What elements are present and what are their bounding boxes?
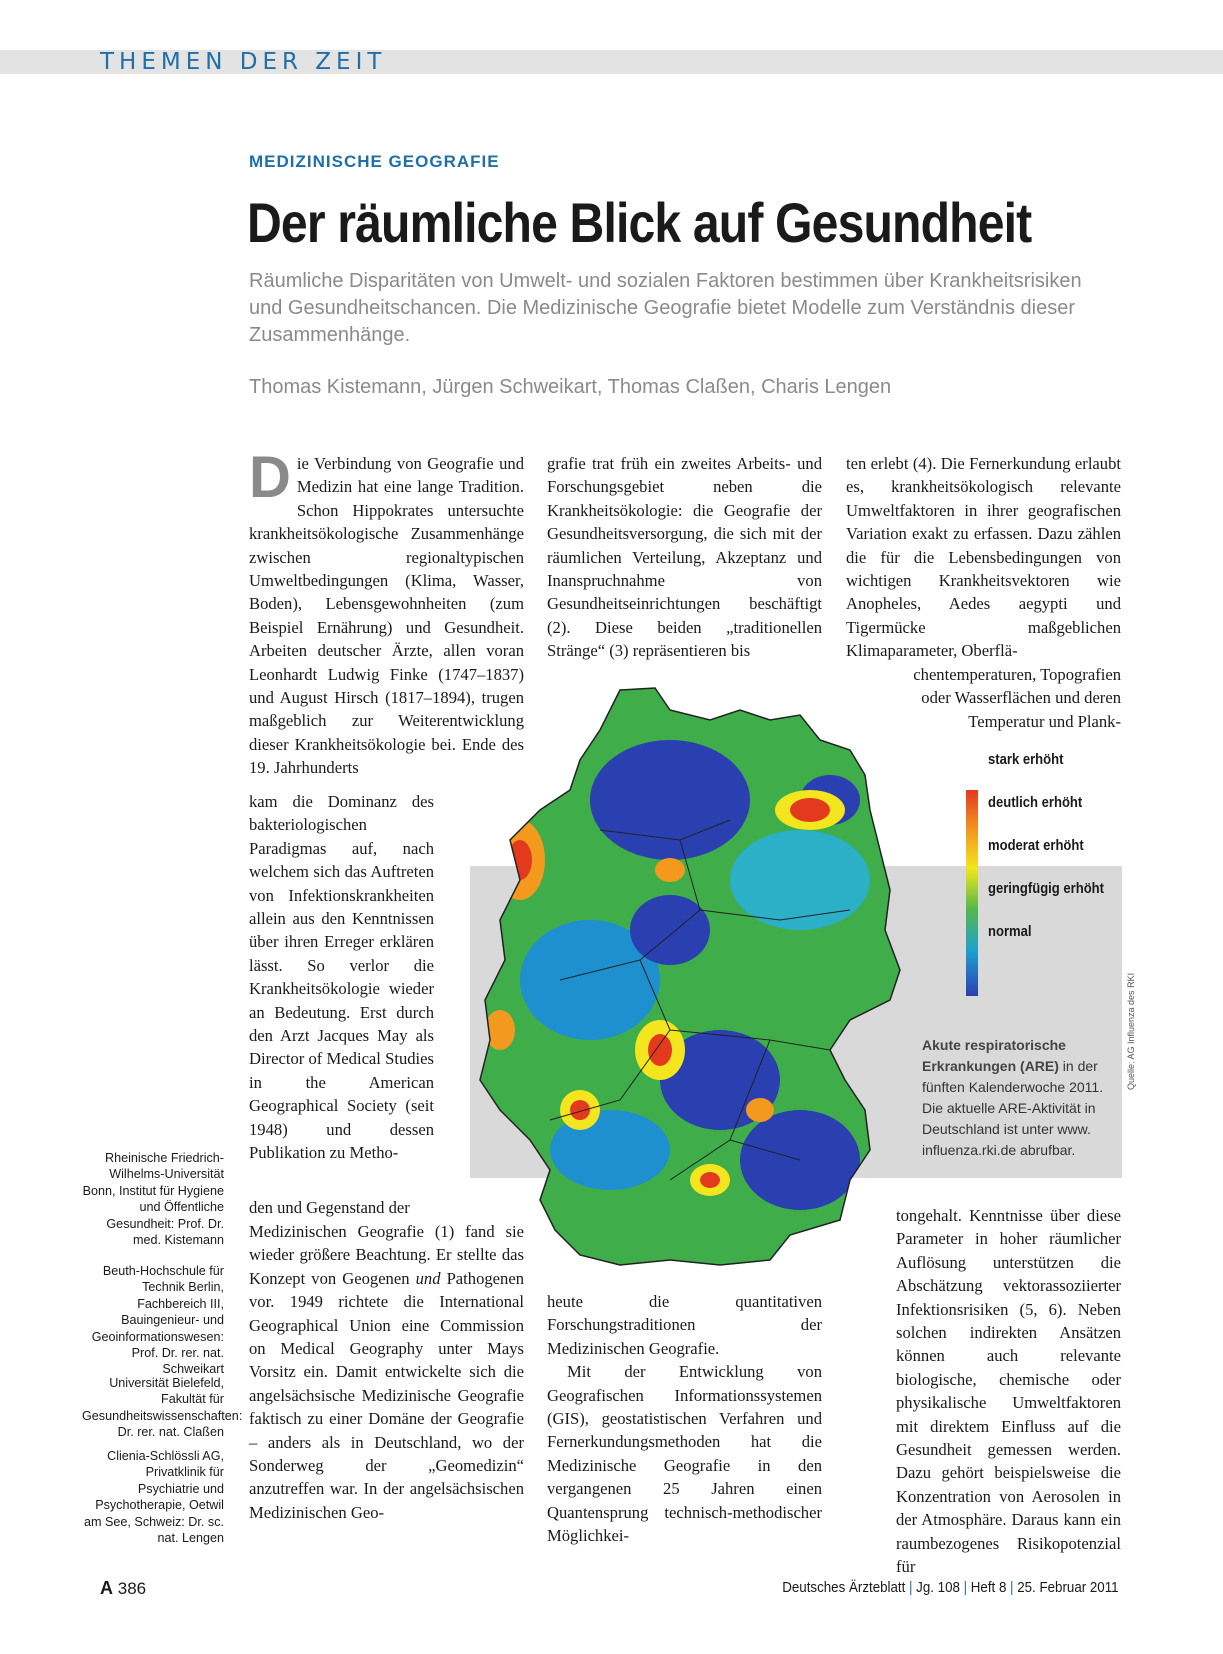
col2-paragraph-2: heute die quantitativen Forschungstraditionen der Medizinischen Geografie. xyxy=(547,1292,822,1358)
page-number-value: 386 xyxy=(117,1579,147,1598)
drop-cap: D xyxy=(249,445,291,510)
affiliation-1: Rheinische Friedrich-Wilhelms-Universität Bonn, Institut für Hygiene und Öffentliche Gesundheit: Prof. Dr. med. Kistemann xyxy=(82,1151,224,1248)
article-kicker: MEDIZINISCHE GEOGRAFIE xyxy=(249,152,500,171)
col2-paragraph-1: grafie trat früh ein zweites Arbeits- und Forschungsgebiet neben die Krankheitsökologie: die Geografie der Gesundheitsversorgung, die sich mit der räumlichen Verteilung, Akzeptanz und Inanspruchnahme von Gesundheitseinrichtungen beschäftigt (2). Diese beiden „traditionellen Stränge“ (3) repräsentieren bis xyxy=(547,454,822,661)
col3-paragraph-3: tongehalt. Kenntnisse über diese Parameter in hoher räumlicher Auflösung unterstützen die Abschätzung vektorassoziierter Infektionsrisiken (5, 6). Neben solchen indirekten Ansätzen können auch relevante biologische, chemische oder physikalische Umweltfaktoren mit direktem Einfluss auf die Gesundheit gemessen werden. Dazu gehört beispielsweise die Konzentration von Aerosolen in der Atmosphäre. Daraus kann ein raumbezogenes Risikopotenzial für xyxy=(896,1206,1121,1577)
legend-label-geringfuegig: geringfügig erhöht xyxy=(988,881,1104,897)
figure-source: Quelle: AG Influenza des RKI xyxy=(1126,972,1136,1090)
column-2-top xyxy=(547,452,822,663)
page-prefix: A xyxy=(100,1578,113,1598)
section-label: THEMEN DER ZEIT xyxy=(100,49,387,75)
legend-label-moderat: moderat erhöht xyxy=(988,838,1084,854)
journal-volume: Jg. 108 xyxy=(916,1580,961,1596)
journal-issue: Heft 8 xyxy=(971,1580,1007,1596)
legend-label-deutlich: deutlich erhöht xyxy=(988,795,1083,811)
affiliation-3: Universität Bielefeld, Fakultät für Gesundheitswissenschaften: Dr. rer. nat. Claßen xyxy=(82,1376,243,1440)
col1-text-em: und xyxy=(415,1268,441,1288)
col1-paragraph-1: ie Verbindung von Geografie und Medizin hat eine lange Tradition. Schon Hippokrates untersuchte krankheitsökologische Zusammenhänge zwischen regionaltypischen Umweltbedingungen (Klima, Wasser, Boden), Lebensgewohnheiten (zum Beispiel Ernährung) und Gesundheit. Arbeiten deutscher Ärzte, allen voran Leonhardt Ludwig Finke (1747–1837) und August Hirsch (1817–1894), trugen maßgeblich zur Weiterentwicklung dieser Krankheitsökologie bei. Ende des 19. Jahrhunderts xyxy=(249,454,524,778)
journal-date: 25. Februar 2011 xyxy=(1017,1580,1119,1596)
col2-paragraph-3: Mit der Entwicklung von Geografischen Informationssystemen (GIS), geostatistischen Verfahren und Fernerkundungsmethoden hat die Medizinische Geografie in den vergangenen 25 Jahren einen Quantensprung technisch-methodischer Möglichkei- xyxy=(547,1362,822,1546)
footer-journal: Deutsches Ärzteblatt | Jg. 108 | Heft 8 | 25. Februar 2011 xyxy=(782,1580,1119,1596)
article-lead: Räumliche Disparitäten von Umwelt- und sozialen Faktoren bestimmen über Krankheitsrisiken und Gesundheitschancen. Die Medizinische Geografie bietet Modelle zum Verständnis dieser Zusammenhänge. xyxy=(249,270,1082,346)
figure-caption xyxy=(922,1035,1107,1161)
col3-paragraph-1: ten erlebt (4). Die Fernerkundung erlaubt es, krankheitsökologisch relevante Umweltfaktoren in ihrer geografischen Variation exakt zu erfassen. Dazu zählen die für die Lebensbedingungen von wichtigen Krankheitsvektoren wie Anopheles, Aedes aegypti und Tigermücke maßgeblichen Klimaparameter, Oberflä- xyxy=(846,454,1121,661)
caption-text: in der fünften Kalenderwoche 2011. Die aktuelle ARE-Aktivität in Deutschland ist unter www. influenza.rki.de abrufbar. xyxy=(922,1058,1104,1158)
legend-label-stark: stark erhöht xyxy=(988,752,1064,768)
article-headline: Der räumliche Blick auf Gesundheit xyxy=(247,191,1032,254)
col1-text-a: Medizinischen Geografie (1) fand sie wieder größere Beachtung. Er stellte das Konzept von Geogenen xyxy=(249,1222,524,1288)
column-1-wrap-2 xyxy=(249,1196,474,1219)
journal-name: Deutsches Ärzteblatt xyxy=(782,1580,906,1596)
legend-label-normal: normal xyxy=(988,924,1032,940)
column-3-top xyxy=(846,452,1121,663)
col1-paragraph-3: den und Gegenstand der xyxy=(249,1198,410,1217)
column-1-wrap xyxy=(249,790,434,1165)
col3-paragraph-2: chentemperaturen, Topografien oder Wasserflächen und deren Temperatur und Plank- xyxy=(913,665,1121,731)
page-number xyxy=(100,1578,146,1599)
legend-color-bar xyxy=(966,790,978,996)
col1-paragraph-2: kam die Dominanz des bakteriologischen Paradigmas auf, nach welchem sich das Auftreten von Infektionskrankheiten allein aus den Kenntnissen über ihren Erreger erklären lässt. So verlor die Krankheitsökologie wieder an Bedeutung. Erst durch den Arzt Jacques May als Director of Medical Studies in the American Geographical Society (seit 1948) und dessen Publikation zu Metho- xyxy=(249,792,434,1163)
caption-bold: Akute respiratorische Erkrankungen (ARE) xyxy=(922,1037,1066,1074)
col1-text-b: Pathogenen vor. 1949 richtete die International Geographical Union eine Commission on Medical Geography unter Mays Vorsitz ein. Damit entwickelte sich die angelsächsische Medizinische Geografie faktisch zu einer Domäne der Geografie – anders als in Deutschland, wo der Sonderweg der „Geomedizin“ anzutreffen war. In der angelsächsischen Medizinischen Geo- xyxy=(249,1268,524,1522)
article-authors: Thomas Kistemann, Jürgen Schweikart, Thomas Claßen, Charis Lengen xyxy=(249,376,892,398)
affiliation-2: Beuth-Hochschule für Technik Berlin, Fachbereich III, Bauingenieur- und Geoinformationswesen: Prof. Dr. rer. nat. Schweikart xyxy=(91,1264,224,1377)
column-2-bottom xyxy=(547,1290,822,1547)
affiliation-4: Clienia-Schlössli AG, Privatklinik für Psychiatrie und Psychotherapie, Oetwil am See, Schweiz: Dr. sc. nat. Lengen xyxy=(84,1449,224,1546)
germany-heat-map xyxy=(470,680,940,1300)
